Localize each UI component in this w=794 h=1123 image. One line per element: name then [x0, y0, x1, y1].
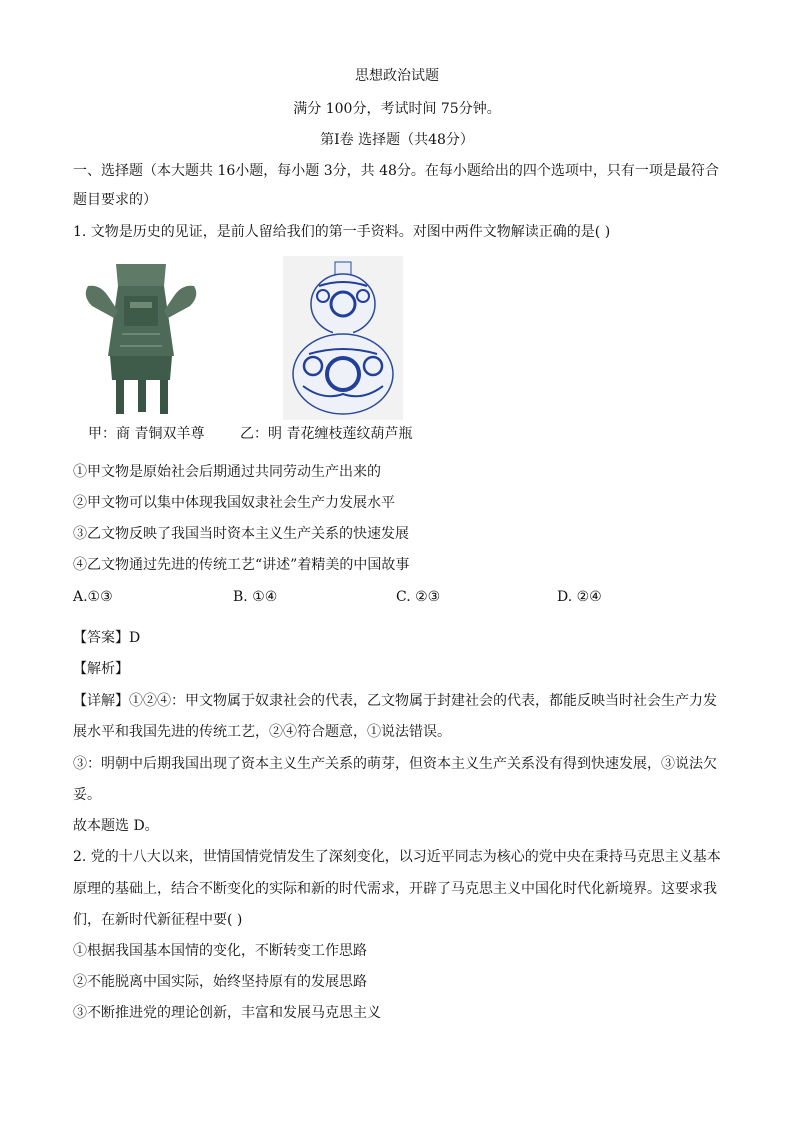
- instructions-line-1: 一、选择题（本大题共 16小题，每小题 3分，共 48分。在每小题给出的四个选项中，只有一项是最符合: [73, 163, 719, 179]
- q1-detail-line-4: 妥。: [73, 787, 101, 803]
- question-1-stem: 1. 文物是历史的见证，是前人留给我们的第一手资料。对图中两件文物解读正确的是( ): [73, 224, 611, 240]
- q1-statement-4: ④乙文物通过先进的传统工艺“讲述”着精美的中国故事: [73, 557, 410, 573]
- q1-analysis-label: 【解析】: [73, 661, 129, 677]
- q1-detail-line-2: 展水平和我国先进的传统工艺，②④符合题意，①说法错误。: [73, 724, 451, 740]
- exam-info: 满分 100分，考试时间 75分钟。: [293, 101, 501, 117]
- q1-option-d: D. ②④: [557, 589, 602, 605]
- q1-option-c: C. ②③: [396, 589, 441, 605]
- gourd-vase-image: [283, 256, 403, 420]
- q1-statement-3: ③乙文物反映了我国当时资本主义生产关系的快速发展: [73, 526, 409, 542]
- q1-detail-line-1: 【详解】①②④：甲文物属于奴隶社会的代表，乙文物属于封建社会的代表，都能反映当时社会生产力发: [73, 693, 717, 709]
- question-2-stem-line-2: 原理的基础上，结合不断变化的实际和新的时代需求，开辟了马克思主义中国化时代化新境界。这要求我: [73, 881, 717, 897]
- q1-conclusion: 故本题选 D。: [73, 818, 159, 834]
- instructions-line-2: 题目要求的）: [73, 192, 157, 208]
- q1-statement-1: ①甲文物是原始社会后期通过共同劳动生产出来的: [73, 464, 381, 480]
- q1-detail-line-3: ③：明朝中后期我国出现了资本主义生产关系的萌芽，但资本主义生产关系没有得到快速发展，③说法欠: [73, 756, 717, 772]
- bronze-zun-image: [78, 256, 204, 416]
- q2-statement-3: ③不断推进党的理论创新，丰富和发展马克思主义: [73, 1005, 381, 1021]
- q1-answer: 【答案】D: [73, 630, 141, 646]
- image-caption-yi: 乙：明 青花缠枝莲纹葫芦瓶: [240, 426, 413, 442]
- question-2-stem-line-3: 们，在新时代新征程中要( ): [73, 912, 243, 928]
- q1-statement-2: ②甲文物可以集中体现我国奴隶社会生产力发展水平: [73, 495, 395, 511]
- q1-option-b: B. ①④: [233, 589, 278, 605]
- image-caption-jia: 甲：商 青铜双羊尊: [88, 426, 205, 442]
- section-title: 第Ⅰ卷 选择题（共48分）: [320, 132, 474, 148]
- question-2-stem-line-1: 2. 党的十八大以来，世情国情党情发生了深刻变化，以习近平同志为核心的党中央在秉持马克思主义基本: [73, 849, 721, 865]
- exam-title: 思想政治试题: [355, 68, 439, 84]
- q1-option-a: A.①③: [73, 589, 113, 605]
- q2-statement-1: ①根据我国基本国情的变化，不断转变工作思路: [73, 943, 367, 959]
- q2-statement-2: ②不能脱离中国实际，始终坚持原有的发展思路: [73, 974, 367, 990]
